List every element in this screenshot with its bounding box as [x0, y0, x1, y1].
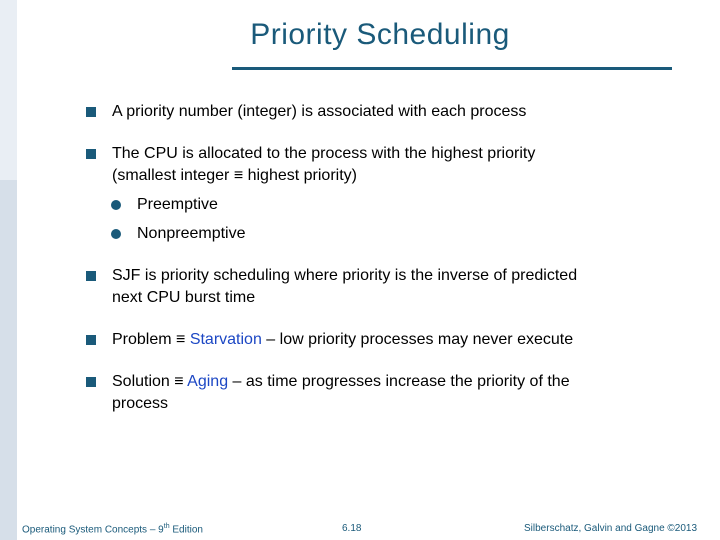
bullet-text — [112, 371, 570, 415]
bullet-text-suffix: – as time progresses increase the priority of the — [228, 373, 570, 390]
bullet-text — [112, 143, 535, 187]
square-bullet-icon — [86, 149, 96, 159]
square-bullet-icon — [86, 377, 96, 387]
footer-book-suffix: Edition — [169, 524, 203, 536]
bullet-text-suffix: – low priority processes may never execute — [261, 331, 574, 348]
bullet-text-prefix: Problem ≡ — [112, 331, 190, 348]
bullet-text-line: (smallest integer ≡ highest priority) — [112, 167, 357, 184]
bullet-text-line: SJF is priority scheduling where priority is the inverse of predicted — [112, 267, 578, 284]
title-underline — [232, 67, 672, 70]
slide-title: Priority Scheduling — [250, 18, 510, 51]
sub-bullet-text: Preemptive — [137, 196, 218, 213]
left-bar-top-segment — [0, 0, 17, 180]
footer-page-number: 6.18 — [342, 523, 362, 534]
bullet-text — [112, 265, 577, 309]
round-bullet-icon — [111, 229, 121, 239]
footer-book-prefix: Operating System Concepts – 9 — [22, 524, 164, 536]
bullet-text-line: The CPU is allocated to the process with the highest priority — [112, 145, 536, 162]
bullet-text — [112, 329, 573, 351]
left-bar-bottom-segment — [0, 180, 17, 540]
square-bullet-icon — [86, 335, 96, 345]
footer-book-superscript: th — [163, 523, 170, 530]
square-bullet-icon — [86, 107, 96, 117]
highlighted-term: Aging — [187, 373, 229, 390]
bullet-text-prefix: Solution ≡ — [112, 373, 188, 390]
left-decorative-bar — [0, 0, 17, 540]
round-bullet-icon — [111, 200, 121, 210]
bullet-text: A priority number (integer) is associated with each process — [112, 103, 527, 120]
sub-bullet-text: Nonpreemptive — [137, 225, 246, 242]
bullet-text-line: process — [112, 395, 169, 412]
bullet-text-line: next CPU burst time — [112, 289, 256, 306]
footer-book-title — [22, 523, 203, 535]
highlighted-term: Starvation — [189, 331, 262, 348]
square-bullet-icon — [86, 271, 96, 281]
footer-copyright: Silberschatz, Galvin and Gagne ©2013 — [524, 523, 698, 534]
